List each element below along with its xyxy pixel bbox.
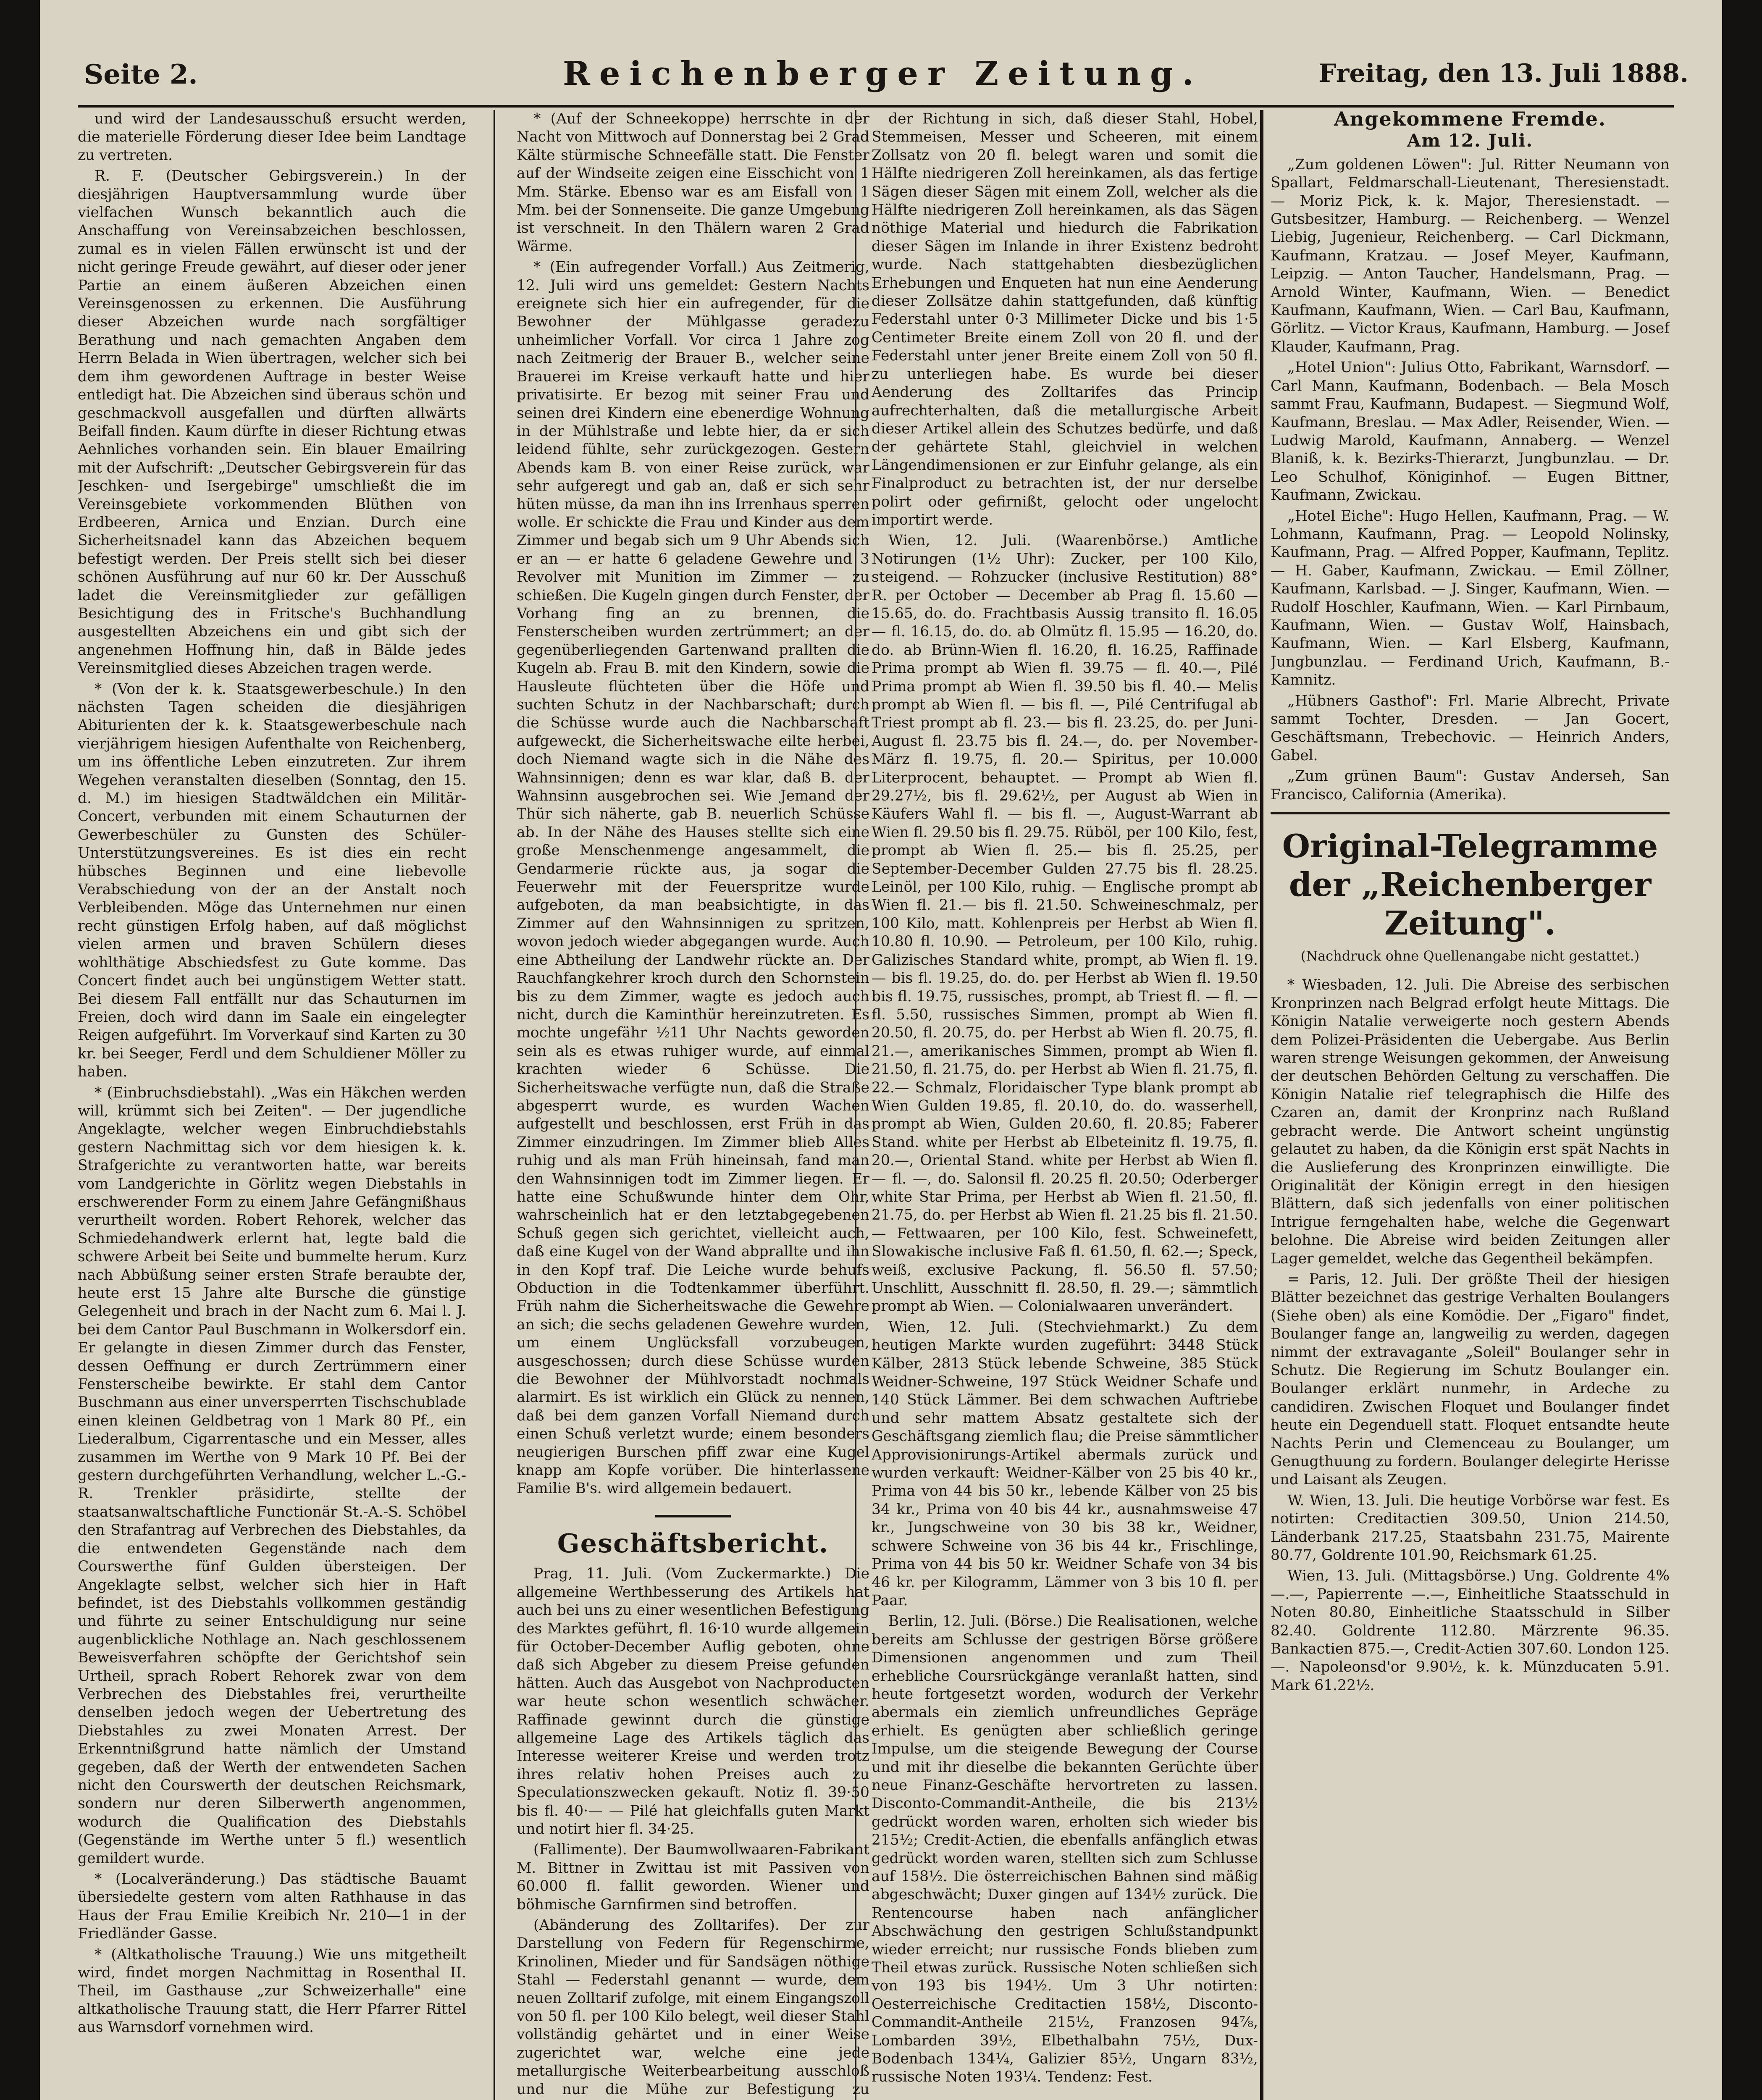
arrivals-date: Am 12. Juli. (1407, 130, 1534, 151)
telegram-subheading: der „Reichenberger Zeitung". (1289, 866, 1652, 943)
column-4 (1271, 110, 1670, 2100)
article-paragraph: * (Von der k. k. Staatsgewerbeschule.) In den nächsten Tagen scheiden die diesjährigen Abiturienten der k. k. Staatsgewerbeschule nach vierjährigem hiesigen Aufenthalte von Reichenberg, um ins öffentliche Leben einzutreten. Zur ihrem Wegehen veranstalten dieselben (Sonntag, den 15. d. M.) im hiesigen Stadtwäldchen ein Militär-Concert, verbunden mit einem Schauturnen der Gewerbeschüler zu Gunsten des Schüler-Unterstützungsvereines. Es ist dies ein recht hübsches Beginnen und eine liebevolle Verabschiedung von der an der Anstalt noch Verbleibenden. Möge das Unternehmen nur einen recht günstigen Erfolg haben, auf daß möglichst vielen armen und braven Schülern dieses wohlthätige Abschiedsfest zu Gute komme. Das Concert findet auch bei ungünstigem Wetter statt. Bei diesem Fall entfällt nur das Schauturnen im Freien, doch wird dann im Saale ein eingelegter Reigen aufgeführt. Im Vorverkauf sind Karten zu 30 kr. bei Seeger, Ferdl und dem Schuldiener Möller zu haben. (78, 680, 466, 1081)
arrivals-heading: Angekommene Fremde. (1334, 110, 1606, 130)
telegram-paragraph: Wien, 13. Juli. (Mittagsbörse.) Ung. Goldrente 4% —.—, Papierrente —.—, Einheitliche Staatsschuld in Noten 80.80, Einheitliche Staatsschuld in Silber 82.40. Goldrente 112.80. Märzrente 96.35. Bankactien 875.—, Credit-Actien 307.60. London 125.—. Napoleonsd'or 9.90½, k. k. Münzducaten 5.91. Mark 61.22½. (1271, 1567, 1670, 1694)
column-2 (517, 110, 869, 2100)
telegram-paragraph: = Paris, 12. Juli. Der größte Theil der hiesigen Blätter bezeichnet das gestrige Verhalten Boulangers (Siehe oben) als eine Komödie. Der „Figaro" findet, Boulanger fange an, langweilig zu werden, dagegen nimmt der extravagante „Soleil" Boulanger sehr in Schutz. Die Regierung im Schutz Boulanger ein. Boulanger erklärt nunmehr, in Ardeche zu candidiren. Zwischen Floquet und Boulanger findet heute ein Degenduell statt. Floquet entsandte heute Nachts Perin und Clemenceau zu Boulanger, um Genugthuung zu fordern. Boulanger delegirte Herisse und Laisant als Zeugen. (1271, 1270, 1670, 1488)
issue-date: Freitag, den 13. Juli 1888. (1318, 59, 1688, 88)
article-paragraph: Berlin, 12. Juli. (Börse.) Die Realisationen, welche bereits am Schlusse der gestrigen Börse größere Dimensionen angenommen und zum Theil erhebliche Coursrückgänge veranlaßt hatten, sind heute fortgesetzt worden, wodurch der Verkehr abermals ein ziemlich unfreundliches Gepräge erhielt. Es genügten aber schließlich geringe Impulse, um die steigende Bewegung der Course und mit ihr dieselbe die bekannten Gerüchte über neue Finanz-Geschäfte hervortreten zu lassen. Disconto-Commandit-Antheile, die bis 213½ gedrückt worden waren, erholten sich wieder bis 215½; Credit-Actien, die ebenfalls anfänglich etwas gedrückt worden waren, stellten sich zum Schlusse auf 158½. Die österreichischen Bahnen sind mäßig abgeschwächt; Duxer gingen auf 134½ zurück. Die Rentencourse haben nach anfänglicher Abschwächung den gestrigen Schlußstandpunkt wieder erreicht; nur russische Fonds blieben zum Theil etwas zurück. Russische Noten schließen sich von 193 bis 194½. Um 3 Uhr notirten: Oesterreichische Creditactien 158½, Disconto-Commandit-Antheile 215½, Franzosen 94⅞, Lombarden 39½, Elbethalbahn 75½, Dux-Bodenbach 134¼, Galizier 85½, Ungarn 83½, russische Noten 193¼. Tendenz: Fest. (872, 1613, 1258, 2086)
article-paragraph: und wird der Landesausschuß ersucht werden, die materielle Förderung dieser Idee beim Landtage zu vertreten. (78, 110, 466, 164)
column-1 (78, 110, 466, 2100)
column-divider-1 (494, 110, 495, 2100)
page-number: Seite 2. (84, 59, 198, 90)
masthead-rule (78, 105, 1674, 108)
article-paragraph: * (Auf der Schneekoppe) herrschte in der Nacht von Mittwoch auf Donnerstag bei 2 Grad Kälte stürmische Schneefälle statt. Die Fenster auf der Windseite zeigen eine Eisschicht von 1 Mm. Stärke. Ebenso war es am Eisfall von 1 Mm. bei der Sonnenseite. Die ganze Umgebung ist verschneit. In den Thälern waren 2 Grad Wärme. (517, 110, 869, 255)
article-paragraph: R. F. (Deutscher Gebirgsverein.) In der diesjährigen Hauptversammlung wurde über vielfachen Wunsch bekanntlich auch die Anschaffung von Vereinsabzeichen beschlossen, zumal es in vielen Fällen erwünscht ist und der nicht geringe Freude gewährt, auf dieser oder jener Partie an einem äußeren Abzeichen einen Vereinsgenossen zu erkennen. Die Ausführung dieser Abzeichen wurde nach sorgfältiger Berathung und nach gemachten Angaben dem Herrn Belada in Wien übertragen, welcher sich bei dem ihm gewordenen Auftrage in bester Weise entledigt hat. Die Abzeichen sind überaus schön und geschmackvoll ausgefallen und dürften allwärts Beifall finden. Kaum dürfte in dieser Richtung etwas Aehnliches vorhanden sein. Ein blauer Emailring mit der Aufschrift: „Deutscher Gebirgsverein für das Jeschken- und Isergebirge" umschließt die im Vereinsgebiete vorkommenden Blüthen von Erdbeeren, Arnica und Enzian. Durch eine Sicherheitsnadel kann das Abzeichen bequem befestigt werden. Der Preis stellt sich bei dieser schönen Ausführung auf nur 60 kr. Der Ausschuß ladet die Vereinsmitglieder zur gefälligen Besichtigung des in Fritsche's Buchhandlung ausgestellten Abzeichens ein und gibt sich der angenehmen Hoffnung hin, daß in Bälde jedes Vereinsmitglied dieses Abzeichen tragen werde. (78, 168, 466, 677)
arrivals-entry: „Hotel Eiche": Hugo Hellen, Kaufmann, Prag. — W. Lohmann, Kaufmann, Prag. — Leopold Nolinsky, Kaufmann, Prag. — Alfred Popper, Kaufmann, Teplitz. — H. Gaber, Kaufmann, Zwickau. — Emil Zöllner, Kaufmann, Karlsbad. — J. Singer, Kaufmann, Wien. — Rudolf Hoschler, Kaufmann, Wien. — Karl Pirnbaum, Kaufmann, Wien. — Gustav Wolf, Hainsbach, Kaufmann, Wien. — Karl Elsberg, Kaufmann, Jungbunzlau. — Ferdinand Urich, Kaufmann, B.-Kamnitz. (1271, 507, 1670, 689)
article-paragraph: der Richtung in sich, daß dieser Stahl, Hobel, Stemmeisen, Messer und Scheeren, mit einem Zollsatz von 20 fl. belegt waren und somit die Hälfte niedrigeren Zoll hereinkamen, als das fertige Sägen dieser Sägen mit einem Zoll, welcher als die Hälfte niedrigeren Zoll hereinkamen, als das Sägen nöthige Material und hiedurch die Fabrikation dieser Sägen im Inlande in ihrer Existenz bedroht wurde. Nach stattgehabten diesbezüglichen Erhebungen und Enqueten hat nun eine Aenderung dieser Zollsätze dahin stattgefunden, daß künftig Federstahl unter 0·3 Millimeter Dicke und bis 1·5 Centimeter Breite einem Zoll von 20 fl. und der Federstahl unter jener Breite einem Zoll von 50 fl. zu unterliegen habe. Es wurde bei dieser Aenderung des Zolltarifes das Princip aufrechterhalten, daß die metallurgische Arbeit dieser Artikel allein des Schutzes bedürfe, und daß der gehärtete Stahl, gleichviel in welchen Längendimensionen er zur Einfuhr gelange, als ein Finalproduct zu betrachten ist, der nur derselbe polirt oder gefirnißt, gelocht oder ungelocht importirt werde. (872, 110, 1258, 528)
article-paragraph: Wien, 12. Juli. (Waarenbörse.) Amtliche Notirungen (1½ Uhr): Zucker, per 100 Kilo, steigend. — Rohzucker (inclusive Restitution) 88° R. per October — December ab Prag fl. 15.60 — 15.65, do. do. Frachtbasis Aussig transito fl. 16.05 — fl. 16.15, do. do. ab Olmütz fl. 15.95 — 16.20, do. do. ab Brünn-Wien fl. 16.20, fl. 16.25, Raffinade Prima prompt ab Wien fl. 39.75 — fl. 40.—, Pilé Prima prompt ab Wien fl. 39.50 bis fl. 40.— Melis prompt ab Wien fl. — bis fl. —, Pilé Centrifugal ab Triest prompt ab fl. 23.— bis fl. 23.25, do. per Juni-August fl. 23.75 bis fl. 24.—, do. per November-März fl. 19.75, fl. 20.— Spiritus, per 10.000 Literprocent, behauptet. — Prompt ab Wien fl. 29.27½, bis fl. 29.62½, per August ab Wien in Käufers Wahl fl. — bis fl. —, August-Warrant ab Wien fl. 29.50 bis fl. 29.75. Rüböl, per 100 Kilo, fest, prompt ab Wien fl. 25.— bis fl. 25.25, per September-December Gulden 27.75 bis fl. 28.25. Leinöl, per 100 Kilo, ruhig. — Englische prompt ab Wien fl. 21.— bis fl. 21.50. Schweineschmalz, per 100 Kilo, matt. Kohlenpreis per Herbst ab Wien fl. 10.80 fl. 10.90. — Petroleum, per 100 Kilo, ruhig. Galizisches Standard white, prompt, ab Wien fl. 19.— bis fl. 19.25, do. do. per Herbst ab Wien fl. 19.50 bis fl. 19.75, russisches, prompt, ab Triest fl. — fl. — fl. 5.50, russisches Simmen, prompt ab Wien fl. 20.50, fl. 20.75, do. per Herbst ab Wien fl. 20.75, fl. 21.—, amerikanisches Simmen, prompt ab Wien fl. 21.50, fl. 21.75, do. per Herbst ab Wien fl. 21.75, fl. 22.— Schmalz, Floridaischer Type blank prompt ab Wien Gulden 19.85, fl. 20.10, do. do. wasserhell, prompt ab Wien, Gulden 20.60, fl. 20.85; Faberer Stand. white per Herbst ab Elbeteinitz fl. 19.75, fl. 20.—, Oriental Stand. white per Herbst ab Wien fl. — fl. —, do. Salonsil fl. 20.25 fl. 20.50; Oderberger white Star Prima, per Herbst ab Wien fl. 21.50, fl. 21.75, do. per Herbst ab Wien fl. 21.25 bis fl. 21.50. — Fettwaaren, per 100 Kilo, fest. Schweinefett, Slowakische inclusive Faß fl. 61.50, fl. 62.—; Speck, weiß, exclusive Packung, fl. 56.50 fl. 57.50; Unschlitt, Ausschnitt fl. 28.50, fl. 29.—; sämmtlich prompt ab Wien. — Colonialwaaren unverändert. (872, 532, 1258, 1315)
scan-border-left (0, 0, 40, 2100)
telegram-heading: Original-Telegramme (1282, 827, 1658, 865)
arrivals-entry: „Hübners Gasthof": Frl. Marie Albrecht, Private sammt Tochter, Dresden. — Jan Gocert, Geschäftsmann, Trebechovic. — Heinrich Anders, Gabel. (1271, 692, 1670, 764)
section-separator (655, 1515, 731, 1517)
telegram-paragraph: * Wiesbaden, 12. Juli. Die Abreise des serbischen Kronprinzen nach Belgrad erfolgt heute Mittags. Die Königin Natalie verweigerte noch gestern Abends dem Polizei-Präsidenten die Uebergabe. Aus Berlin waren strenge Weisungen gekommen, der Anweisung der deutschen Behörden Geltung zu verschaffen. Die Königin Natalie rief telegraphisch die Hilfe des Czaren an, damit der Kronprinz nach Rußland gebracht werde. Die Antwort scheint ungünstig gelautet zu haben, da die Königin erst spät Nachts in die Auslieferung des Kronprinzen einwilligte. Die Originalität der Königin erregt in den hiesigen Blättern, daß sich jedenfalls von einer politischen Intrigue ferngehalten habe, welche die Gegenwart belohne. Die Abreise wird beiden Zeitungen aller Lager gemeldet, welche das Gegentheil bekämpfen. (1271, 976, 1670, 1267)
arrivals-entry: „Zum goldenen Löwen": Jul. Ritter Neumann von Spallart, Feldmarschall-Lieutenant, Theresienstadt. — Moriz Pick, k. k. Major, Theresienstadt. — Gutsbesitzer, Hamburg. — Reichenberg. — Wenzel Liebig, Jugenieur, Reichenberg. — Carl Dickmann, Kaufmann, Kratzau. — Josef Meyer, Kaufmann, Leipzig. — Anton Taucher, Handelsmann, Prag. — Arnold Winter, Kaufmann, Wien. — Benedict Kaufmann, Kaufmann, Wien. — Carl Bau, Kaufmann, Görlitz. — Victor Kraus, Kaufmann, Hamburg. — Josef Klauder, Kaufmann, Prag. (1271, 156, 1670, 355)
column-3 (872, 110, 1258, 2100)
article-paragraph: * (Localveränderung.) Das städtische Bauamt übersiedelte gestern vom alten Rathhause in das Haus der Frau Emilie Kreibich Nr. 210—1 in der Friedländer Gasse. (78, 1871, 466, 1942)
telegram-note: (Nachdruck ohne Quellenangabe nicht gestattet.) (1300, 948, 1640, 964)
arrivals-entry: „Zum grünen Baum": Gustav Anderseh, San Francisco, California (Amerika). (1271, 768, 1670, 803)
newspaper-title: Reichenberger Zeitung. (563, 55, 1203, 93)
telegram-paragraph: W. Wien, 13. Juli. Die heutige Vorbörse war fest. Es notirten: Creditactien 309.50, Union 214.50, Länderbank 217.25, Staatsbahn 231.75, Mairente 80.77, Goldrente 101.90, Reichsmark 61.25. (1271, 1492, 1670, 1564)
column-divider-3 (1260, 110, 1263, 2100)
section-rule (1271, 812, 1670, 814)
article-paragraph: * (Einbruchsdiebstahl). „Was ein Häkchen werden will, krümmt sich bei Zeiten". — Der jugendliche Angeklagte, welcher wegen Einbruchdiebstahls gestern Nachmittag sich vor dem hiesigen k. k. Strafgerichte zu verantworten hatte, war bereits vom Landgerichte in Görlitz wegen Diebstahls in erschwerender Form zu einem Jahre Gefängnißhaus verurtheilt worden. Robert Rehorek, welcher das Schmiedehandwerk erlernt hat, legte bald die schwere Arbeit bei Seite und bummelte herum. Kurz nach Abbüßung seiner ersten Strafe beraubte der, heute erst 15 Jahre alte Bursche die günstige Gelegenheit und brach in der Nacht zum 6. Mai l. J. bei dem Cantor Paul Buschmann in Wolkersdorf ein. Er gelangte in diesen Zimmer durch das Fenster, dessen Oeffnung er durch Zertrümmern einer Fensterscheibe bewirkte. Er stahl dem Cantor Buschmann aus einer unversperrten Tischschublade einen kleinen Geldbetrag von 1 Mark 80 Pf., ein Liederalbum, Cigarrentasche und ein Messer, alles zusammen im Werthe von 9 Mark 10 Pf. Bei der gestern durchgeführten Verhandlung, welcher L.-G.-R. Trenkler präsidirte, stellte der staatsanwaltschaftliche Functionär St.-A.-S. Schöbel den Strafantrag auf Verbrechen des Diebstahles, da die entwendeten Gegenstände nach dem Courswerthe fünf Gulden übersteigen. Der Angeklagte selbst, welcher sich hier in Haft befindet, ist des Diebstahls vollkommen geständig und führte zu seiner Entschuldigung nur seine augenblickliche Nothlage an. Nach geschlossenem Beweisverfahren schöpfte der Gerichtshof sein Urtheil, sprach Robert Rehorek zwar von dem Verbrechen des Diebstahles frei, verurtheilte denselben jedoch wegen der Uebertretung des Diebstahles zu zwei Monaten Arrest. Der Erkenntnißgrund hatte nämlich der Umstand gegeben, daß der Werth der entwendeten Sachen nicht den Courswerth der deutschen Reichsmark, sondern nur deren Silberwerth angenommen, wodurch die Qualification des Diebstahls (Gegenstände im Werthe unter 5 fl.) wesentlich gemildert wurde. (78, 1084, 466, 1867)
article-paragraph: Prag, 11. Juli. (Vom Zuckermarkte.) Die allgemeine Werthbesserung des Artikels hat auch bei uns zu einer wesentlichen Befestigung des Marktes geführt, fl. 16·10 wurde allgemein für October-December Auflig geboten, ohne daß sich Abgeber zu diesem Preise gefunden hätten. Auch das Ausgebot von Nachproducten war heute schon wesentlich schwächer. Raffinade gewinnt durch die günstige allgemeine Lage des Artikels täglich das Interesse weiterer Kreise und werden trotz ihres relativ hohen Preises auch zu Speculationszwecken gekauft. Notiz fl. 39·50 bis fl. 40·— — Pilé hat gleichfalls guten Markt und notirt hier fl. 34·25. (517, 1565, 869, 1838)
article-paragraph: Wien, 12. Juli. (Stechviehmarkt.) Zu dem heutigen Markte wurden zugeführt: 3448 Stück Kälber, 2813 Stück lebende Schweine, 385 Stück Weidner-Schweine, 197 Stück Weidner Schafe und 140 Stück Lämmer. Bei dem schwachen Auftriebe und sehr mattem Absatz gestaltete sich der Geschäftsgang ziemlich flau; die Preise sämmtlicher Approvisionirungs-Artikel abermals zurück und wurden verkauft: Weidner-Kälber von 25 bis 40 kr., Prima von 44 bis 50 kr., lebende Kälber von 25 bis 34 kr., Prima von 40 bis 44 kr., ausnahmsweise 47 kr., Jungschweine von 30 bis 38 kr., Weidner, schwere Schweine von 36 bis 44 kr., Frischlinge, Prima von 44 bis 50 kr. Weidner Schafe von 34 bis 46 kr. per Kilogramm, Lämmer von 3 bis 10 fl. per Paar. (872, 1318, 1258, 1609)
arrivals-entry: „Hotel Union": Julius Otto, Fabrikant, Warnsdorf. — Carl Mann, Kaufmann, Bodenbach. — Bela Mosch sammt Frau, Kaufmann, Budapest. — Siegmund Wolf, Kaufmann, Breslau. — Max Adler, Reisender, Wien. — Ludwig Marold, Kaufmann, Annaberg. — Wenzel Blaniß, k. k. Bezirks-Thierarzt, Jungbunzlau. — Dr. Leo Schulhof, Königinhof. — Eugen Bittner, Kaufmann, Zwickau. (1271, 359, 1670, 504)
article-paragraph: (Fallimente). Der Baumwollwaaren-Fabrikant M. Bittner in Zwittau ist mit Passiven von 60.000 fl. fallit geworden. Wiener und böhmische Garnfirmen sind betroffen. (517, 1841, 869, 1913)
article-paragraph: * (Ein aufregender Vorfall.) Aus Zeitmerig, 12. Juli wird uns gemeldet: Gestern Nachts ereignete sich hier ein aufregender, für die Bewohner der Mühlgasse geradezu unheimlicher Vorfall. Vor circa 1 Jahre zog nach Zeitmerig der Brauer B., welcher seine Brauerei im Kreise verkauft hatte und hier privatisirte. Er bezog mit seiner Frau und seinen drei Kindern eine ebenerdige Wohnung in der Mühlstraße und lebte hier, da er sich leidend fühlte, sehr zurückgezogen. Gestern Abends kam B. von einer Reise zurück, war sehr aufgeregt und gab an, daß er sich sehr hüten müsse, da man ihn ins Irrenhaus sperren wolle. Er schickte die Frau und Kinder aus dem Zimmer und begab sich um 9 Uhr Abends sich er an — er hatte 6 geladene Gewehre und 3 Revolver mit Munition im Zimmer — zu schießen. Die Kugeln gingen durch Fenster, der Vorhang fing an zu brennen, die Fensterscheiben wurden zertrümmert; an der gegenüberliegenden Gartenwand prallten die Kugeln ab. Frau B. mit den Kindern, sowie die Hausleute flüchteten über die Höfe und suchten Schutz in der Nachbarschaft; durch die Schüsse wurde auch die Nachbarschaft aufgeweckt, die Sicherheitswache eilte herbei, doch Niemand wagte sich in die Nähe des Wahnsinnigen; denn es war klar, daß B. der Wahnsinn ausgebrochen sei. Wie Jemand der Thür sich näherte, gab B. neuerlich Schüsse ab. In der Nähe des Hauses stellte sich eine große Menschenmenge angesammelt, die Gendarmerie rückte aus, ja sogar die Feuerwehr mit der Feuerspritze wurde aufgeboten, da man beabsichtigte, in das Zimmer auf den Wahnsinnigen zu spritzen, wovon jedoch wieder abgegangen wurde. Auch eine Abtheilung der Landwehr rückte an. Der Rauchfangkehrer kroch durch den Schornstein bis zu dem Zimmer, wagte es jedoch auch nicht, durch die Kaminthür hereinzutreten. Es mochte ungefähr ½11 Uhr Nachts geworden sein als es etwas ruhiger wurde, auf einmal krachten wieder 6 Schüsse. Die Sicherheitswache verfügte nun, daß die Straße abgesperrt wurde, es wurden Wachen aufgestellt und beschlossen, erst Früh in das Zimmer einzudringen. Im Zimmer blieb Alles ruhig und als man Früh hineinsah, fand man den Wahnsinnigen todt im Zimmer liegen. Er hatte eine Schußwunde hinter dem Ohr, wahrscheinlich hat er den letztabgegebenen Schuß gegen sich gerichtet, vielleicht auch, daß eine Kugel von der Wand abprallte und ihn in den Kopf traf. Die Leiche wurde behufs Obduction in die Todtenkammer überführt. Früh nahm die Sicherheitswache die Gewehre an sich; die sechs geladenen Gewehre wurden, um einem Unglücksfall vorzubeugen, ausgeschossen; durch diese Schüsse wurden die Bewohner der Mühlvorstadt nochmals alarmirt. Es ist wirklich ein Glück zu nennen, daß bei dem ganzen Vorfall Niemand durch einen Schuß verletzt wurde; einem besonders neugierigen Burschen pfiff zwar eine Kugel knapp am Kopfe vorüber. Die hinterlassene Familie B's. wird allgemein bedauert. (517, 259, 869, 1497)
masthead (67, 46, 1705, 105)
article-paragraph: (Abänderung des Zolltarifes). Der zur Darstellung von Federn für Regenschirme, Krinolinen, Mieder und für Sandsägen nöthige Stahl — Federstahl genannt — wurde, dem neuen Zolltarif zufolge, mit einem Eingangszoll von 50 fl. per 100 Kilo belegt, weil dieser Stahl vollständig gehärtet und in einer Weise zugerichtet war, welche eine jede metallurgische Weiterbearbeitung ausschloß und nur die Mühe zur Befestigung zu (517, 1917, 869, 2098)
section-heading: Geschäftsbericht. (557, 1528, 829, 1559)
article-paragraph: * (Altkatholische Trauung.) Wie uns mitgetheilt wird, findet morgen Nachmittag in Rosenthal II. Theil, im Gasthause „zur Schweizerhalle" eine altkatholische Trauung statt, die Herr Pfarrer Rittel aus Warnsdorf vornehmen wird. (78, 1946, 466, 2036)
scan-border-right (1722, 0, 1762, 2100)
